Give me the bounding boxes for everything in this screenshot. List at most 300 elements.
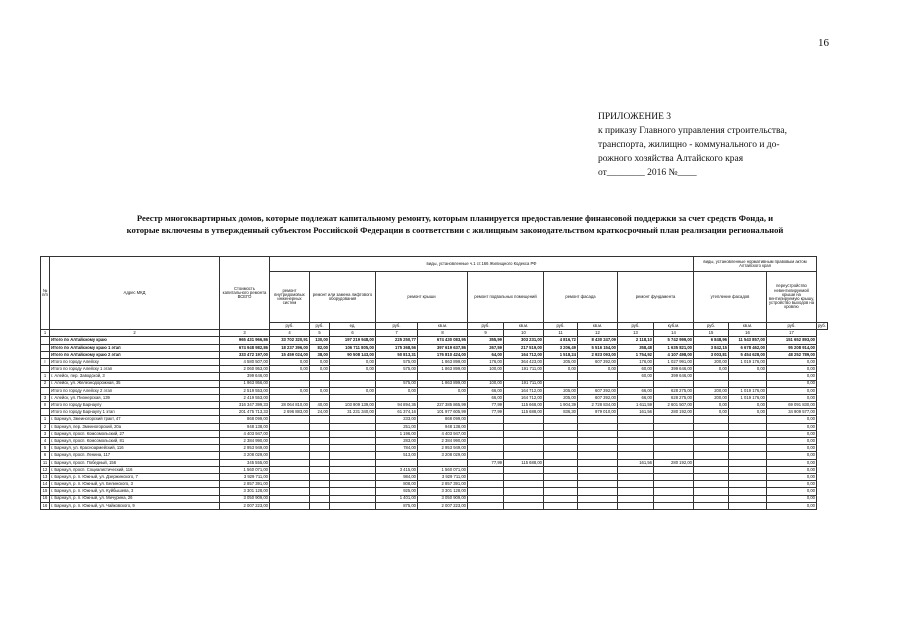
row-value xyxy=(729,430,767,437)
row-value xyxy=(418,373,468,380)
row-value xyxy=(694,473,729,480)
row-value: 0,00 xyxy=(330,387,376,394)
column-number: 11 xyxy=(544,330,578,337)
column-number: 13 xyxy=(618,330,654,337)
row-number: 1 xyxy=(41,373,50,380)
row-value xyxy=(330,452,376,459)
row-value: 0,00 xyxy=(418,387,468,394)
row-value xyxy=(310,394,330,401)
row-value xyxy=(694,438,729,445)
row-value: 3 206,49 xyxy=(544,344,578,351)
row-value xyxy=(654,430,694,437)
row-value xyxy=(330,459,376,466)
row-value xyxy=(729,373,767,380)
row-value: 115 688,00 xyxy=(504,409,544,416)
row-value xyxy=(654,488,694,495)
row-value: 103 909 139,00 xyxy=(330,402,376,409)
row-number: 3 xyxy=(41,430,50,437)
row-address: г. Барнаул, ул. Красноармейский, 116 xyxy=(50,445,220,452)
header-no: № п/п xyxy=(41,257,50,330)
row-value: 1 560 071,00 xyxy=(418,466,468,473)
row-value: 303 231,00 xyxy=(504,337,544,344)
row-value: 200,00 xyxy=(694,394,729,401)
row-value xyxy=(694,466,729,473)
unit-cell: руб. xyxy=(376,323,418,330)
row-value xyxy=(544,423,578,430)
row-value: 3 003,81 xyxy=(694,351,729,358)
row-value xyxy=(270,481,310,488)
row-value xyxy=(468,488,504,495)
row-value xyxy=(504,438,544,445)
row-value xyxy=(310,495,330,502)
row-value xyxy=(270,438,310,445)
row-value: 399 646,00 xyxy=(654,366,694,373)
header-roof: ремонт крыши xyxy=(376,272,468,323)
row-value: 1 027 991,00 xyxy=(654,358,694,365)
row-value: 607 392,00 xyxy=(578,358,618,365)
row-value xyxy=(654,481,694,488)
row-value: 77,99 xyxy=(468,402,504,409)
row-value xyxy=(270,473,310,480)
row-value: 607 392,00 xyxy=(578,387,618,394)
row-value xyxy=(729,481,767,488)
row-address: г. Барнаул, р. п. Южный, ул. Чайковского, 9 xyxy=(50,502,220,509)
column-number: 9 xyxy=(468,330,504,337)
row-value: 1 019 176,00 xyxy=(729,387,767,394)
row-value xyxy=(310,481,330,488)
row-value xyxy=(270,452,310,459)
table-row xyxy=(41,466,828,473)
row-value xyxy=(618,430,654,437)
row-value xyxy=(330,445,376,452)
row-value xyxy=(694,430,729,437)
row-value xyxy=(270,394,310,401)
row-value xyxy=(310,488,330,495)
row-value xyxy=(578,452,618,459)
row-value: 674 430 083,95 xyxy=(418,337,468,344)
row-value: 674 948 982,86 xyxy=(220,344,270,351)
row-value: 0,00 xyxy=(767,430,817,437)
row-number: 12 xyxy=(41,466,50,473)
column-number: 2 xyxy=(50,330,220,337)
row-value xyxy=(578,423,618,430)
unit-cell: кв.м. xyxy=(418,323,468,330)
row-value: 575,00 xyxy=(376,380,418,387)
row-address: г. Алейск, пер. Заводской, 3 xyxy=(50,373,220,380)
row-value: 3 929 711,00 xyxy=(220,473,270,480)
row-value: 280 192,00 xyxy=(654,409,694,416)
header-address: Адрес МКД xyxy=(50,257,220,330)
row-value xyxy=(504,423,544,430)
row-value: 2 419 553,00 xyxy=(220,394,270,401)
column-number: 7 xyxy=(376,330,418,337)
row-value xyxy=(729,488,767,495)
row-value xyxy=(504,445,544,452)
row-address: г. Барнаул, пер. Змеиногорский, 20а xyxy=(50,423,220,430)
row-value xyxy=(418,459,468,466)
row-value xyxy=(618,495,654,502)
row-value: 0,00 xyxy=(767,481,817,488)
row-number: II xyxy=(41,402,50,409)
row-value xyxy=(694,445,729,452)
row-value: 100,00 xyxy=(468,366,504,373)
row-value xyxy=(654,416,694,423)
row-value: 0,00 xyxy=(330,358,376,365)
row-value xyxy=(270,416,310,423)
row-value: 2 923 093,00 xyxy=(578,351,618,358)
table-row xyxy=(41,481,828,488)
unit-cell: кв.м. xyxy=(504,323,544,330)
row-value xyxy=(694,380,729,387)
column-number: 15 xyxy=(694,330,729,337)
column-number-row xyxy=(41,330,828,337)
row-value: 18 237 396,00 xyxy=(270,344,310,351)
table-row xyxy=(41,445,828,452)
row-value xyxy=(330,481,376,488)
row-value xyxy=(504,481,544,488)
row-value xyxy=(468,452,504,459)
row-value xyxy=(578,488,618,495)
row-value xyxy=(618,466,654,473)
unit-cell: кв.м. xyxy=(578,323,618,330)
row-value xyxy=(578,438,618,445)
unit-cell: ед. xyxy=(330,323,376,330)
row-value: 0,00 xyxy=(767,473,817,480)
row-value xyxy=(578,430,618,437)
row-value: 90 508 143,00 xyxy=(330,351,376,358)
unit-cell: руб. xyxy=(270,323,310,330)
row-value xyxy=(330,423,376,430)
column-number: 17 xyxy=(767,330,817,337)
row-value xyxy=(694,459,729,466)
row-value xyxy=(468,445,504,452)
row-value: 2 953 949,00 xyxy=(418,445,468,452)
row-value: 161,56 xyxy=(618,459,654,466)
row-value: 130,00 xyxy=(310,337,330,344)
appendix-line: транспорта, жилищно - коммунального и до- xyxy=(598,140,780,150)
row-value: 628 275,00 xyxy=(654,387,694,394)
row-value: 868 099,00 xyxy=(418,416,468,423)
row-value: 77,99 xyxy=(468,409,504,416)
row-value: 205,00 xyxy=(544,387,578,394)
row-value xyxy=(694,488,729,495)
row-value: 164 712,00 xyxy=(504,387,544,394)
row-value: 176,00 xyxy=(468,358,504,365)
row-value xyxy=(270,445,310,452)
row-value: 399 646,00 xyxy=(220,373,270,380)
row-value: 95 208 914,00 xyxy=(767,344,817,351)
row-value: 191 711,00 xyxy=(504,366,544,373)
row-value xyxy=(310,438,330,445)
row-value: 197 219 948,00 xyxy=(330,337,376,344)
row-value: 575,00 xyxy=(376,366,418,373)
row-value: 808,00 xyxy=(376,481,418,488)
row-value xyxy=(578,373,618,380)
row-value: 355,99 xyxy=(468,337,504,344)
column-number: 4 xyxy=(270,330,310,337)
row-value: 0,00 xyxy=(376,387,418,394)
row-value: 1 401,00 xyxy=(376,495,418,502)
row-value: 965 431 966,86 xyxy=(220,337,270,344)
row-value: 101 977 605,99 xyxy=(418,409,468,416)
row-value: 4 816,72 xyxy=(544,337,578,344)
row-value: 115 688,00 xyxy=(504,459,544,466)
row-address: Итого по городу Барнаулу 1 этап xyxy=(50,409,220,416)
row-value: 0,00 xyxy=(767,502,817,509)
row-value: 225 250,77 xyxy=(376,337,418,344)
row-address: Итого по Алтайскому краю xyxy=(50,337,220,344)
row-value xyxy=(504,495,544,502)
header-utility: ремонт внутридомовых инженерных систем xyxy=(270,272,310,323)
header-group-166: виды, установленные ч.1 ст.166 Жилищного Кодекса РФ xyxy=(270,257,694,272)
column-number: 12 xyxy=(578,330,618,337)
row-value xyxy=(330,373,376,380)
row-value xyxy=(544,459,578,466)
row-value xyxy=(729,438,767,445)
row-value xyxy=(468,473,504,480)
row-value: 0,00 xyxy=(767,380,817,387)
row-value xyxy=(694,495,729,502)
header-insulation: утепление фасадов xyxy=(694,272,767,323)
row-value: 164 712,00 xyxy=(504,394,544,401)
table-row xyxy=(41,387,828,394)
row-value: 233,00 xyxy=(376,416,418,423)
table-row xyxy=(41,358,828,365)
row-value: 345 555,00 xyxy=(220,459,270,466)
row-value: 60,00 xyxy=(618,366,654,373)
row-value: 0,00 xyxy=(729,366,767,373)
row-address: г. Алейск, ул. Железнодорожная, 35 xyxy=(50,380,220,387)
row-value xyxy=(544,430,578,437)
row-value xyxy=(544,373,578,380)
row-value: 66,00 xyxy=(618,387,654,394)
row-value: 205,00 xyxy=(544,358,578,365)
row-number: 5 xyxy=(41,445,50,452)
table-row xyxy=(41,409,828,416)
row-value: 33 702 320,91 xyxy=(270,337,310,344)
row-value xyxy=(729,445,767,452)
row-value: 948 138,00 xyxy=(418,423,468,430)
row-address: г. Барнаул, просп. Комсомольский, 27 xyxy=(50,430,220,437)
row-value xyxy=(270,423,310,430)
row-value: 979 010,00 xyxy=(578,409,618,416)
row-value: 66,00 xyxy=(468,394,504,401)
row-number xyxy=(41,351,50,358)
row-value: 2 384 990,00 xyxy=(418,438,468,445)
table-row xyxy=(41,488,828,495)
row-value xyxy=(578,466,618,473)
row-address: г. Алейск, ул. Пионерская, 139 xyxy=(50,394,220,401)
row-value: 513,00 xyxy=(376,452,418,459)
row-value: 15 459 024,00 xyxy=(270,351,310,358)
row-value xyxy=(270,380,310,387)
row-value: 1 863 899,00 xyxy=(418,358,468,365)
row-value: 6 678 462,00 xyxy=(729,344,767,351)
row-value xyxy=(330,466,376,473)
row-value xyxy=(468,438,504,445)
row-value: 11 543 857,00 xyxy=(729,337,767,344)
row-value xyxy=(694,373,729,380)
row-value: 316 347 399,33 xyxy=(220,402,270,409)
row-value: 0,00 xyxy=(310,358,330,365)
row-value: 875,00 xyxy=(376,502,418,509)
row-number xyxy=(41,366,50,373)
row-value: 1 863 899,00 xyxy=(418,380,468,387)
row-value: 2 696 883,00 xyxy=(270,409,310,416)
document-title xyxy=(55,212,855,236)
row-value xyxy=(468,430,504,437)
row-value xyxy=(729,423,767,430)
row-value xyxy=(544,502,578,509)
row-value: 925,00 xyxy=(376,488,418,495)
table-row xyxy=(41,351,828,358)
row-value: 2 953 949,00 xyxy=(220,445,270,452)
row-value: 1 904,39 xyxy=(544,402,578,409)
row-value xyxy=(618,416,654,423)
row-value xyxy=(310,466,330,473)
row-value xyxy=(654,423,694,430)
row-value: 2 857 391,00 xyxy=(418,481,468,488)
row-value: 251,00 xyxy=(376,423,418,430)
header-elevator: ремонт или замена лифтового оборудования xyxy=(310,272,376,323)
table-row xyxy=(41,423,828,430)
row-value: 0,00 xyxy=(544,366,578,373)
table-row xyxy=(41,373,828,380)
row-value: 0,00 xyxy=(767,358,817,365)
table-row xyxy=(41,366,828,373)
row-value xyxy=(694,423,729,430)
page-number: 16 xyxy=(818,37,829,49)
table-row xyxy=(41,344,828,351)
row-value xyxy=(270,430,310,437)
row-value: 4 403 947,00 xyxy=(418,430,468,437)
row-value: 5 454 628,00 xyxy=(729,351,767,358)
row-value xyxy=(310,473,330,480)
row-address: г. Барнаул, р. п. Южный, ул. Куйбышева, 3 xyxy=(50,488,220,495)
row-value: 200,00 xyxy=(694,358,729,365)
row-value xyxy=(618,380,654,387)
row-value xyxy=(544,445,578,452)
table-row xyxy=(41,438,828,445)
row-value xyxy=(270,459,310,466)
row-value: 164 712,00 xyxy=(504,351,544,358)
row-value: 1 019 176,00 xyxy=(729,358,767,365)
row-value xyxy=(468,481,504,488)
row-value xyxy=(468,502,504,509)
row-value: 60,00 xyxy=(618,373,654,380)
row-value xyxy=(330,473,376,480)
row-value xyxy=(418,394,468,401)
row-address: г. Барнаул, просп. Комсомольский, 81 xyxy=(50,438,220,445)
row-address: Итого по Алтайскому краю 2 этап xyxy=(50,351,220,358)
row-value xyxy=(270,495,310,502)
row-value: 4 580 507,00 xyxy=(220,358,270,365)
unit-cell: руб. xyxy=(310,323,330,330)
row-value: 0,00 xyxy=(767,416,817,423)
row-number xyxy=(41,337,50,344)
appendix-title: ПРИЛОЖЕНИЕ 3 xyxy=(598,112,672,122)
header-total-cost: Стоимость капитального ремонта ВСЕГО xyxy=(220,257,270,330)
row-value: 24,00 xyxy=(310,409,330,416)
row-value xyxy=(618,481,654,488)
row-address: Итого по городу Алейску xyxy=(50,358,220,365)
row-value xyxy=(578,495,618,502)
row-value: 5 742 999,00 xyxy=(654,337,694,344)
row-number: 2 xyxy=(41,423,50,430)
row-value xyxy=(544,481,578,488)
row-value: 34 909 577,00 xyxy=(767,409,817,416)
table-row xyxy=(41,337,828,344)
row-value: 2 519 553,00 xyxy=(220,387,270,394)
row-value: 2 060 953,00 xyxy=(220,366,270,373)
row-value xyxy=(578,502,618,509)
row-value xyxy=(310,452,330,459)
row-value: 3 929 711,00 xyxy=(418,473,468,480)
column-number: 3 xyxy=(220,330,270,337)
row-value: 2 857 391,00 xyxy=(220,481,270,488)
row-value xyxy=(618,502,654,509)
unit-cell: руб. xyxy=(694,323,729,330)
row-value xyxy=(578,416,618,423)
row-number: 16 xyxy=(41,495,50,502)
row-value: 607 392,00 xyxy=(578,394,618,401)
row-value xyxy=(694,416,729,423)
row-value: 1 518,24 xyxy=(544,351,578,358)
row-value: 984,00 xyxy=(376,473,418,480)
row-value: 0,00 xyxy=(767,459,817,466)
row-value: 0,00 xyxy=(578,366,618,373)
row-address: Итого по городу Барнаулу xyxy=(50,402,220,409)
row-value: 1 963 956,00 xyxy=(220,380,270,387)
row-value xyxy=(618,452,654,459)
row-value xyxy=(330,416,376,423)
row-value: 2 007 223,00 xyxy=(418,502,468,509)
row-value: 1 754,92 xyxy=(618,351,654,358)
row-value: 50 813,31 xyxy=(376,351,418,358)
row-value: 397 619 637,86 xyxy=(418,344,468,351)
row-value xyxy=(694,502,729,509)
row-value xyxy=(654,495,694,502)
unit-cell: куб.м. xyxy=(654,323,694,330)
row-value xyxy=(330,394,376,401)
row-number: 2 xyxy=(41,380,50,387)
row-value: 40,00 xyxy=(310,402,330,409)
row-value xyxy=(330,495,376,502)
row-value: 64,00 xyxy=(468,351,504,358)
row-value xyxy=(310,502,330,509)
row-value: 784,00 xyxy=(376,445,418,452)
row-value: 1 560 071,00 xyxy=(220,466,270,473)
row-value xyxy=(310,373,330,380)
row-value: 0,00 xyxy=(729,402,767,409)
row-value: 66,00 xyxy=(618,394,654,401)
row-value: 0,00 xyxy=(767,438,817,445)
row-value: 0,00 xyxy=(330,366,376,373)
row-value: 868 099,00 xyxy=(220,416,270,423)
row-value xyxy=(330,502,376,509)
row-value: 280 192,00 xyxy=(654,459,694,466)
row-value: 358,48 xyxy=(618,344,654,351)
table-row xyxy=(41,394,828,401)
row-value: 151 652 893,00 xyxy=(767,337,817,344)
row-value: 948 138,00 xyxy=(220,423,270,430)
row-value xyxy=(330,488,376,495)
row-value: 3 842,15 xyxy=(694,344,729,351)
table-body xyxy=(41,337,828,510)
row-value: 1 019 176,00 xyxy=(729,394,767,401)
table-row xyxy=(41,495,828,502)
row-value: 201 475 713,33 xyxy=(220,409,270,416)
